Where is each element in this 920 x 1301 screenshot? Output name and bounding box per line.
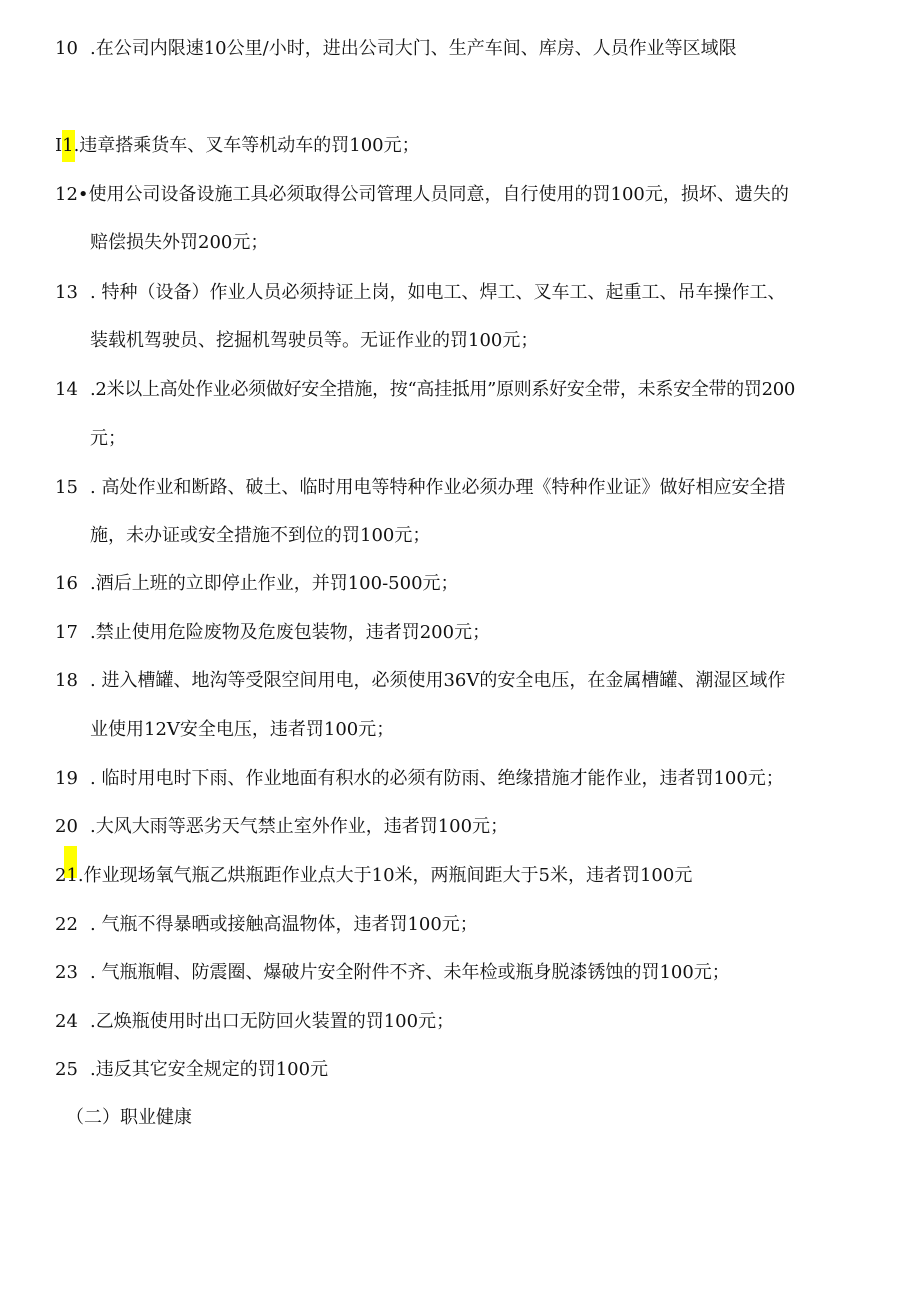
item-number: 23 (55, 962, 78, 983)
item-text: .大风大雨等恶劣天气禁止室外作业，违者罚100元； (90, 816, 509, 837)
item-text: . 气瓶不得暴晒或接触高温物体，违者罚100元； (90, 914, 478, 935)
item-text: .2米以上高处作业必须做好安全措施，按“高挂抵用”原则系好安全带，未系安全带的罚200 (90, 379, 796, 400)
item-text: .酒后上班的立即停止作业，并罚100-500元； (90, 573, 459, 594)
item-text: . 临时用电时下雨、作业地面有积水的必须有防雨、绝缘措施才能作业，违者罚100元； (90, 768, 784, 789)
list-item-continuation: 元； (90, 428, 126, 449)
item-number: 16 (55, 573, 78, 594)
item-number: 24 (55, 1011, 78, 1032)
item-text: .违反其它安全规定的罚100元 (90, 1059, 329, 1080)
list-item: 21.作业现场氧气瓶乙烘瓶距作业点大于10米，两瓶间距大于5米，违者罚100元 (55, 865, 693, 886)
list-item-continuation: 装载机驾驶员、挖掘机驾驶员等。无证作业的罚100元； (90, 330, 539, 351)
item-number: 10 (55, 38, 78, 59)
list-item: I1.违章搭乘货车、叉车等机动车的罚100元； (55, 135, 420, 156)
item-number: 14 (55, 379, 78, 400)
list-item: 12•使用公司设备设施工具必须取得公司管理人员同意，自行使用的罚100元，损坏、遗失的 (55, 184, 789, 205)
item-text: . 气瓶瓶帽、防震圈、爆破片安全附件不齐、未年检或瓶身脱漆锈蚀的罚100元； (90, 962, 730, 983)
item-number: 25 (55, 1059, 78, 1080)
item-number: 19 (55, 768, 78, 789)
item-text: .禁止使用危险废物及危废包装物，违者罚200元； (90, 622, 491, 643)
item-number: 20 (55, 816, 78, 837)
item-number: 17 (55, 622, 78, 643)
list-item-continuation: 业使用12V安全电压，违者罚100元； (90, 719, 395, 740)
item-text: .乙焕瓶使用时出口无防回火装置的罚100元； (90, 1011, 455, 1032)
list-item-continuation: 赔偿损失外罚200元； (90, 232, 269, 253)
item-text: .在公司内限速10公里/小时，进出公司大门、生产车间、库房、人员作业等区域限 (90, 38, 737, 59)
section-heading: （二）职业健康 (66, 1107, 192, 1128)
list-item-continuation: 施，未办证或安全措施不到位的罚100元； (90, 525, 431, 546)
item-number: 15 (55, 477, 78, 498)
item-text: . 高处作业和断路、破土、临时用电等特种作业必须办理《特种作业证》做好相应安全措 (90, 477, 786, 498)
item-text: . 特种（设备）作业人员必须持证上岗，如电工、焊工、叉车工、起重工、吊车操作工、 (90, 282, 786, 303)
item-number: 18 (55, 670, 78, 691)
item-number: 13 (55, 282, 78, 303)
item-number: 22 (55, 914, 78, 935)
item-text: . 进入槽罐、地沟等受限空间用电，必须使用36V的安全电压，在金属槽罐、潮湿区域作 (90, 670, 786, 691)
